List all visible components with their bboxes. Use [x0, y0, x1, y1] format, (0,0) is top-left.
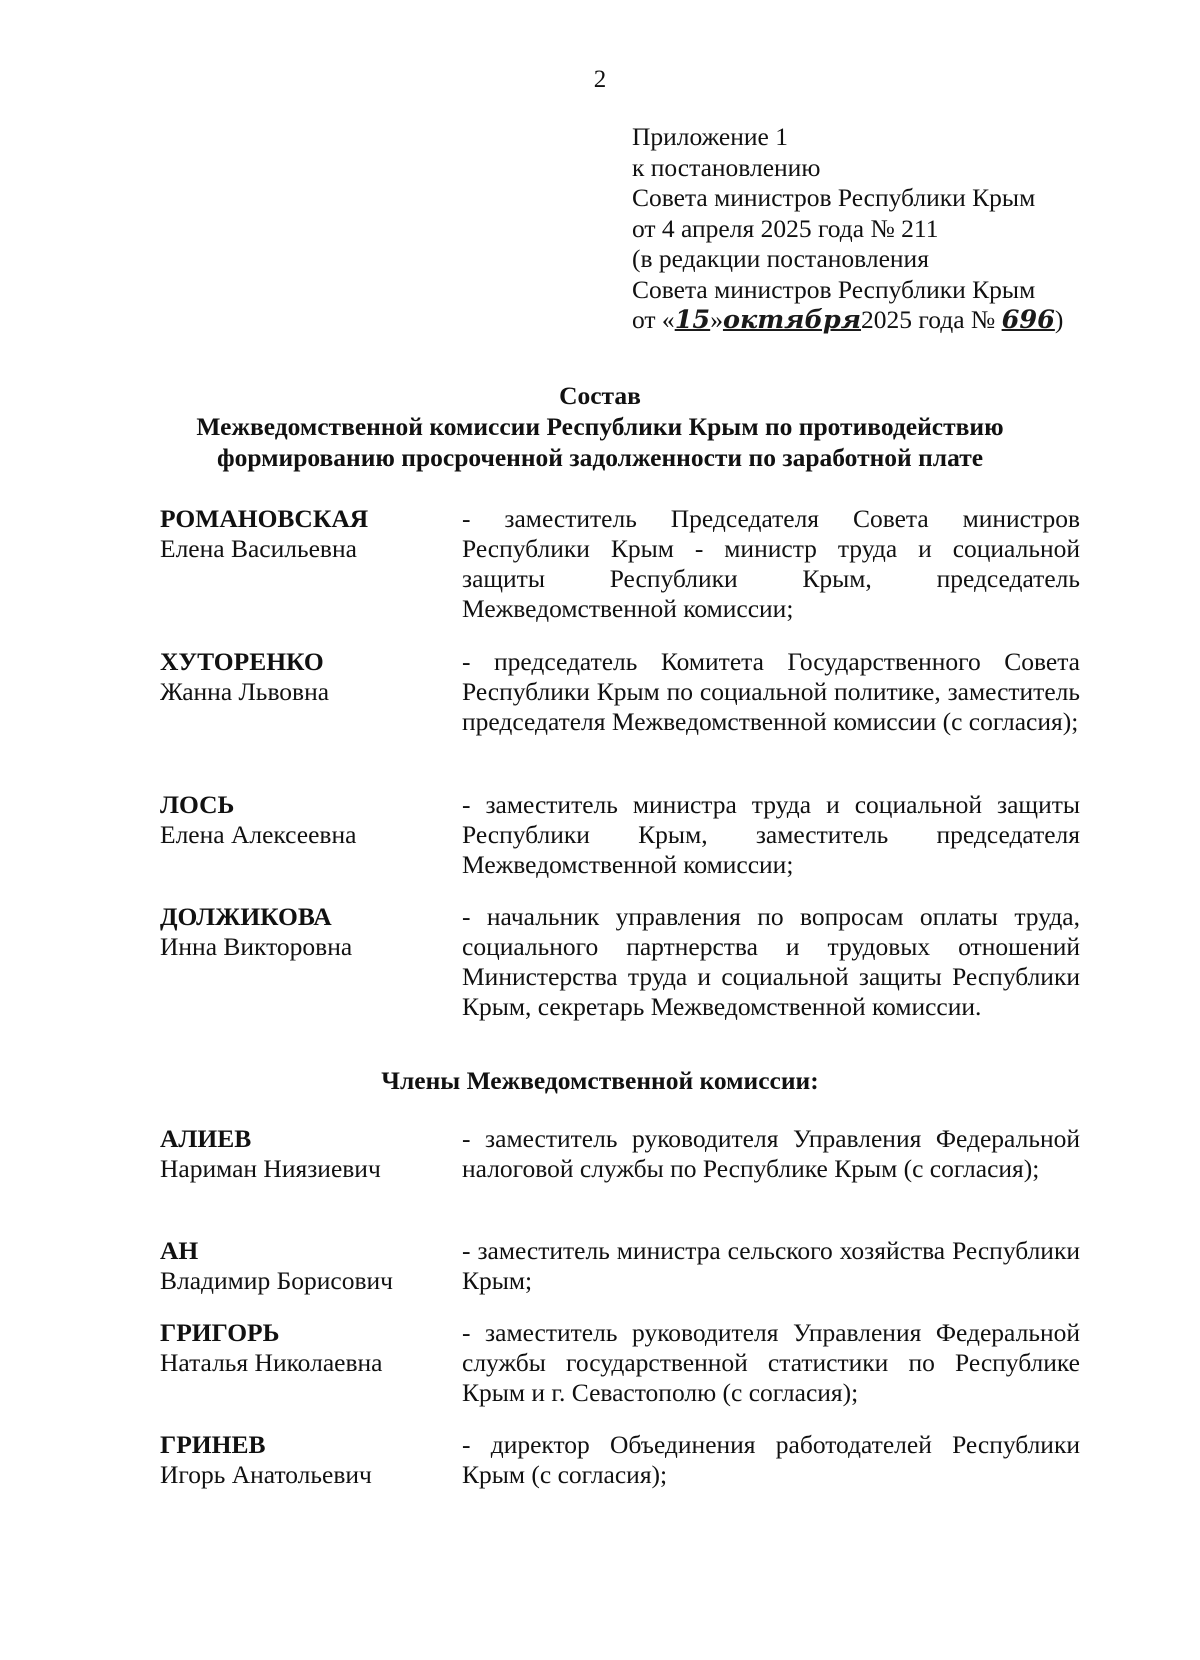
surname: АН — [160, 1236, 199, 1265]
date-quote: » — [710, 305, 723, 334]
role-description: - заместитель министра сельского хозяйства Республики Крым; — [462, 1236, 1080, 1295]
surname: ДОЛЖИКОВА — [160, 902, 332, 931]
role-description: - заместитель Председателя Совета министров Республики Крым - министр труда и социальной защиты Республики Крым, председатель Межведомственной комиссии; — [462, 504, 1080, 623]
handwritten-number: 696 — [1001, 305, 1055, 335]
handwritten-month: октября — [722, 305, 862, 335]
surname: ГРИГОРЬ — [160, 1318, 280, 1347]
given-name: Елена Васильевна — [160, 534, 357, 563]
given-name: Жанна Львовна — [160, 677, 330, 706]
role-description: - председатель Комитета Государственного Совета Республики Крым по социальной политике, заместитель председателя Межведомственной комиссии (с согласия); — [462, 647, 1080, 736]
handwritten-day: 15 — [674, 305, 711, 335]
given-name: Нариман Ниязиевич — [160, 1154, 381, 1183]
surname: АЛИЕВ — [160, 1124, 252, 1153]
role-description: - начальник управления по вопросам оплаты труда, социального партнерства и трудовых отношений Министерства труда и социальной защиты Республики Крым, секретарь Межведомственной комиссии. — [462, 902, 1080, 1021]
document-title — [0, 380, 1200, 473]
person-name — [160, 504, 450, 564]
person-name — [160, 1430, 450, 1490]
appendix-line: (в редакции постановления — [632, 244, 929, 273]
surname: ГРИНЕВ — [160, 1430, 266, 1459]
appendix-line: Приложение 1 — [632, 122, 788, 151]
title-line: формированию просроченной задолженности по заработной плате — [216, 443, 984, 472]
given-name: Наталья Николаевна — [160, 1348, 383, 1377]
role-description: - директор Объединения работодателей Республики Крым (с согласия); — [462, 1430, 1080, 1489]
page-number: 2 — [593, 66, 607, 93]
surname: ХУТОРЕНКО — [160, 647, 324, 676]
person-name — [160, 1318, 450, 1378]
given-name: Владимир Борисович — [160, 1266, 393, 1295]
person-name — [160, 1236, 450, 1296]
person-name — [160, 1124, 450, 1184]
given-name: Инна Викторовна — [160, 932, 353, 961]
surname: РОМАНОВСКАЯ — [160, 504, 369, 533]
members-heading: Члены Межведомственной комиссии: — [381, 1066, 819, 1095]
role-description: - заместитель министра труда и социальной защиты Республики Крым, заместитель председателя Межведомственной комиссии; — [462, 790, 1080, 879]
date-suffix: ) — [1054, 305, 1064, 334]
given-name: Игорь Анатольевич — [160, 1460, 372, 1489]
appendix-date-line — [632, 305, 1152, 336]
date-year: 2025 года № — [861, 305, 996, 334]
title-line: Состав — [559, 381, 641, 410]
person-name — [160, 647, 450, 707]
surname: ЛОСЬ — [160, 790, 235, 819]
person-name — [160, 902, 450, 962]
given-name: Елена Алексеевна — [160, 820, 357, 849]
appendix-line: к постановлению — [632, 152, 821, 182]
appendix-block — [632, 122, 1152, 336]
appendix-line: Совета министров Республики Крым — [632, 183, 1036, 212]
role-description: - заместитель руководителя Управления Федеральной налоговой службы по Республике Крым (с согласия); — [462, 1124, 1080, 1183]
appendix-line: Совета министров Республики Крым — [632, 274, 1036, 304]
person-name — [160, 790, 450, 850]
role-description: - заместитель руководителя Управления Федеральной службы государственной статистики по Республике Крым и г. Севастополю (с согласия); — [462, 1318, 1080, 1407]
date-prefix: от « — [632, 305, 675, 334]
appendix-line: от 4 апреля 2025 года № 211 — [632, 213, 939, 243]
title-line: Межведомственной комиссии Республики Крым по противодействию — [196, 412, 1004, 441]
